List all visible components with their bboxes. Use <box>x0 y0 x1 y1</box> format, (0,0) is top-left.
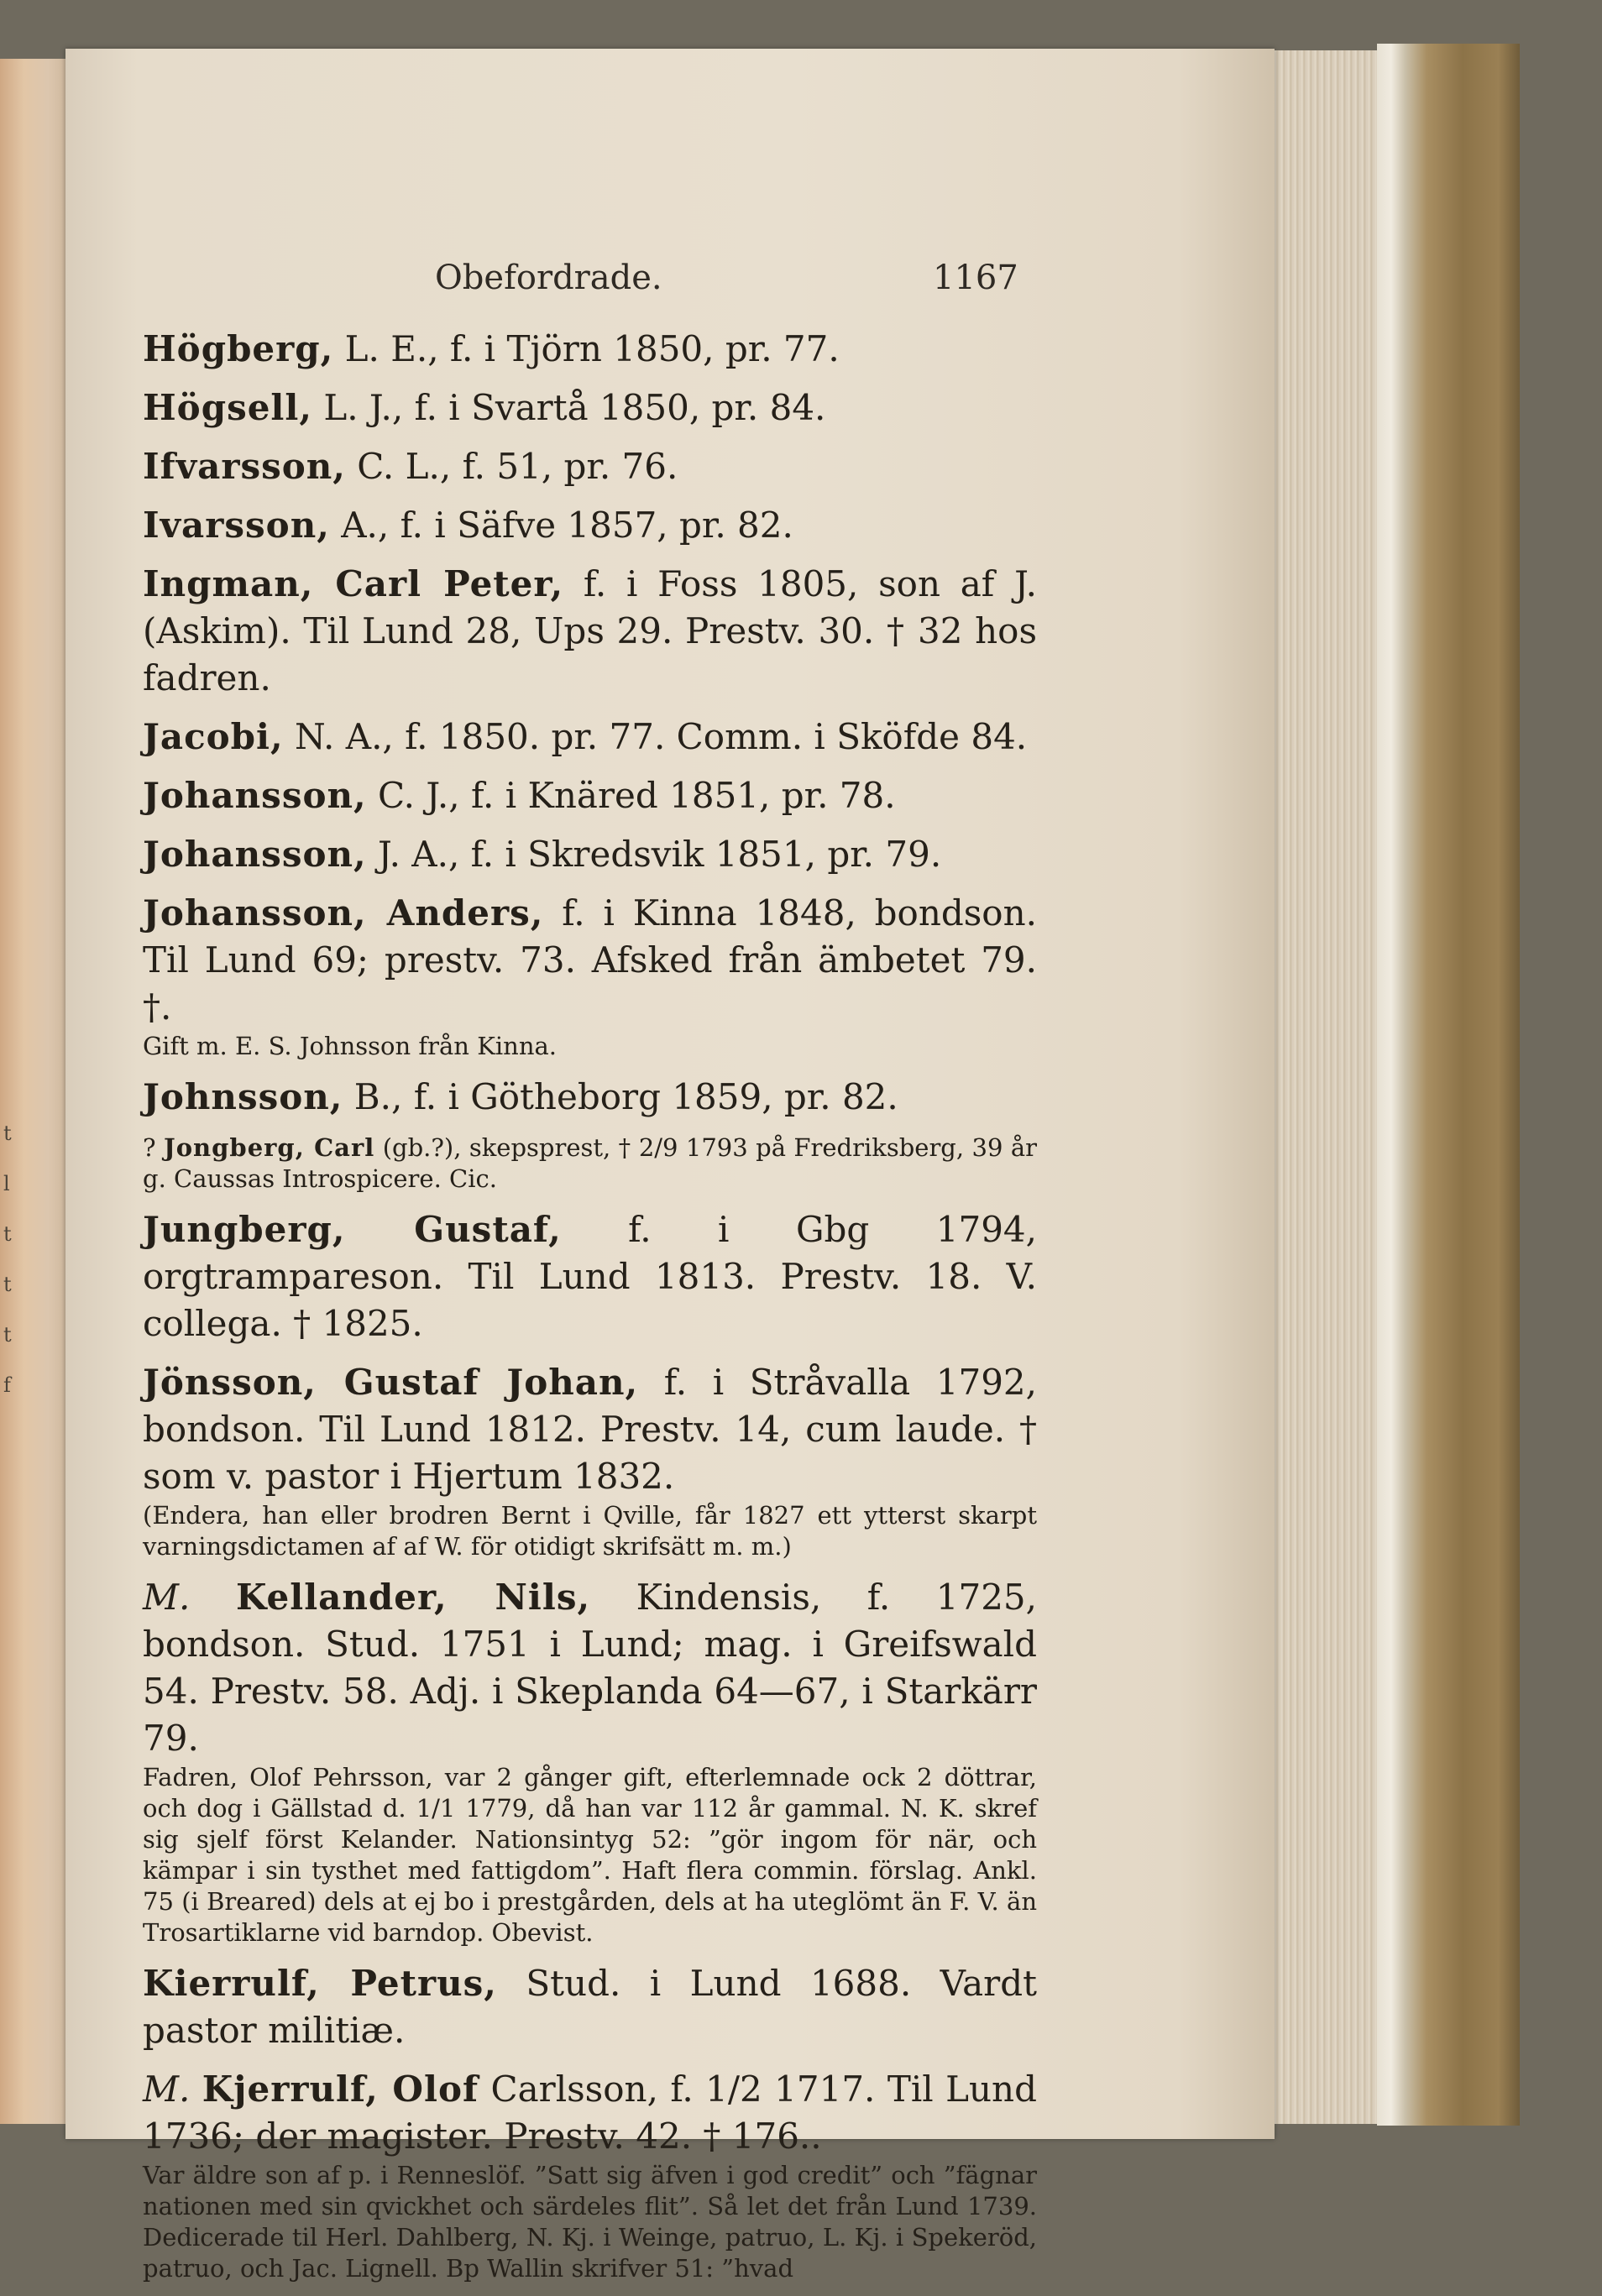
entry-text: C. L., f. 51, pr. 76. <box>345 446 678 487</box>
entry-name: Kjerrulf, Olof <box>202 2068 479 2110</box>
left-fragment: l <box>3 1172 10 1195</box>
book-page <box>65 49 1275 2283</box>
entry-name: Jacobi, <box>143 716 284 757</box>
entry-note: (gb.?), skepsprest, † 2/9 1793 på Fredriksberg, 39 år g. Caussas Introspicere. Cic. <box>143 1133 1037 1193</box>
entry-note: Var äldre son af p. i Renneslöf. ”Satt sig äfven i god credit” och ”fägnar nationen med sin qvickhet och särdeles flit”. Så let det från Lund 1739. Dedicerade til Herl. Dahlberg, N. Kj. i Weinge, patruo, L. Kj. i Spekeröd, patruo, och Jac. Lignell. Bp Wallin skrifver 51: ”hvad <box>143 2161 1037 2283</box>
entry <box>143 1574 1037 1948</box>
entry-text: L. J., f. i Svartå 1850, pr. 84. <box>312 387 826 428</box>
adjacent-left-page <box>0 59 69 2124</box>
entry <box>143 890 1037 1062</box>
entry-text: Carlsson, f. 1/2 1717. Til Lund 1736; der magister. Prestv. 42. † 176.. <box>143 2068 1037 2157</box>
entry-text: f. i Gbg 1794, orgtrampareson. Til Lund 1813. Prestv. 18. V. collega. † 1825. <box>143 1209 1037 1344</box>
entry <box>143 502 1037 549</box>
entry <box>143 1132 1037 1195</box>
entry-text: f. i Kinna 1848, bondson. Til Lund 69; prestv. 73. Afsked från ämbetet 79. †. <box>143 892 1037 1028</box>
entry-name: Johnsson, <box>143 1076 343 1117</box>
left-fragment: f <box>3 1373 11 1397</box>
book-cover-board <box>1377 44 1520 2126</box>
entry <box>143 831 1037 878</box>
entry-name: Kierrulf, Petrus, <box>143 1963 497 2004</box>
left-fragment: t <box>3 1122 12 1145</box>
page-stack-edge <box>1259 50 1377 2124</box>
entry <box>143 561 1037 702</box>
left-page-text-fragments <box>3 1108 20 1410</box>
entry-text: B., f. i Götheborg 1859, pr. 82. <box>343 1076 898 1117</box>
entry-name: Ifvarsson, <box>143 446 346 487</box>
entry <box>143 1074 1037 1121</box>
running-title: Obefordrade. <box>435 259 662 297</box>
entry <box>143 714 1037 761</box>
entry-text: J. A., f. i Skredsvik 1851, pr. 79. <box>366 834 942 875</box>
left-fragment: t <box>3 1222 12 1246</box>
page-header <box>65 259 1275 309</box>
entry-text: f. i Foss 1805, son af J. (Askim). Til Lund 28, Ups 29. Prestv. 30. † 32 hos fadren. <box>143 563 1037 698</box>
entry-prefix: ? <box>143 1133 164 1162</box>
entry-text: Stud. i Lund 1688. Vardt pastor militiæ. <box>143 1963 1037 2051</box>
entry-prefix: M. <box>143 1577 236 1618</box>
entry <box>143 2066 1037 2284</box>
entry-text: C. J., f. i Knäred 1851, pr. 78. <box>366 775 896 816</box>
entry <box>143 443 1037 490</box>
entry-name: Johansson, Anders, <box>143 892 544 934</box>
entry-name: Högsell, <box>143 387 312 428</box>
entry-name: Ivarsson, <box>143 505 330 546</box>
entry-text: L. E., f. i Tjörn 1850, pr. 77. <box>333 328 840 369</box>
entry-name: Kellander, Nils, <box>235 1577 591 1618</box>
entry-name: Jungberg, Gustaf, <box>143 1209 562 1250</box>
entry-note: (Endera, han eller brodren Bernt i Qville, får 1827 ett ytterst skarpt varningsdictamen af af W. för otidigt skrifsätt m. m.) <box>143 1501 1037 1561</box>
entry-prefix: M. <box>143 2068 202 2110</box>
entry-name: Johansson, <box>143 775 367 816</box>
entry-note: Fadren, Olof Pehrsson, var 2 gånger gift, efterlemnade ock 2 döttrar, och dog i Gällstad d. 1/1 1779, då han var 112 år gammal. N. K. skref sig sjelf först Kelander. Nationsintyg 52: ”gör ingom för när, och kämpar i sin tysthet med fattigdom”. Haft flera commin. förslag. Ankl. 75 (i Breared) dels at ej bo i prestgården, dels at ha uteglömt än F. V. än Trosartiklarne vid barndop. Obevist. <box>143 1763 1037 1947</box>
entry-text: f. i Stråvalla 1792, bondson. Til Lund 1812. Prestv. 14, cum laude. † som v. pastor i Hjertum 1832. <box>143 1362 1037 1497</box>
left-fragment: t <box>3 1323 12 1347</box>
entry-note: Gift m. E. S. Johnsson från Kinna. <box>143 1032 557 1060</box>
entry-text: Kindensis, f. 1725, bondson. Stud. 1751 i Lund; mag. i Greifswald 54. Prestv. 58. Adj. i Skeplanda 64—67, i Starkärr 79. <box>143 1577 1038 1759</box>
left-fragment: t <box>3 1273 12 1296</box>
entry-name: Högberg, <box>143 328 334 369</box>
entry <box>143 1206 1037 1347</box>
entry-name: Jönsson, Gustaf Johan, <box>143 1362 639 1403</box>
entry <box>143 326 1037 373</box>
register-entries <box>143 326 1037 2296</box>
entry-text: A., f. i Säfve 1857, pr. 82. <box>329 505 793 546</box>
entry-text: N. A., f. 1850. pr. 77. Comm. i Sköfde 84. <box>283 716 1028 757</box>
page-number: 1167 <box>933 259 1018 297</box>
entry-name: Ingman, Carl Peter, <box>143 563 564 604</box>
entry-name: Johansson, <box>143 834 367 875</box>
entry <box>143 384 1037 431</box>
entry <box>143 772 1037 819</box>
entry <box>143 1960 1037 2054</box>
entry <box>143 1359 1037 1562</box>
entry-name: Jongberg, Carl <box>163 1133 375 1162</box>
